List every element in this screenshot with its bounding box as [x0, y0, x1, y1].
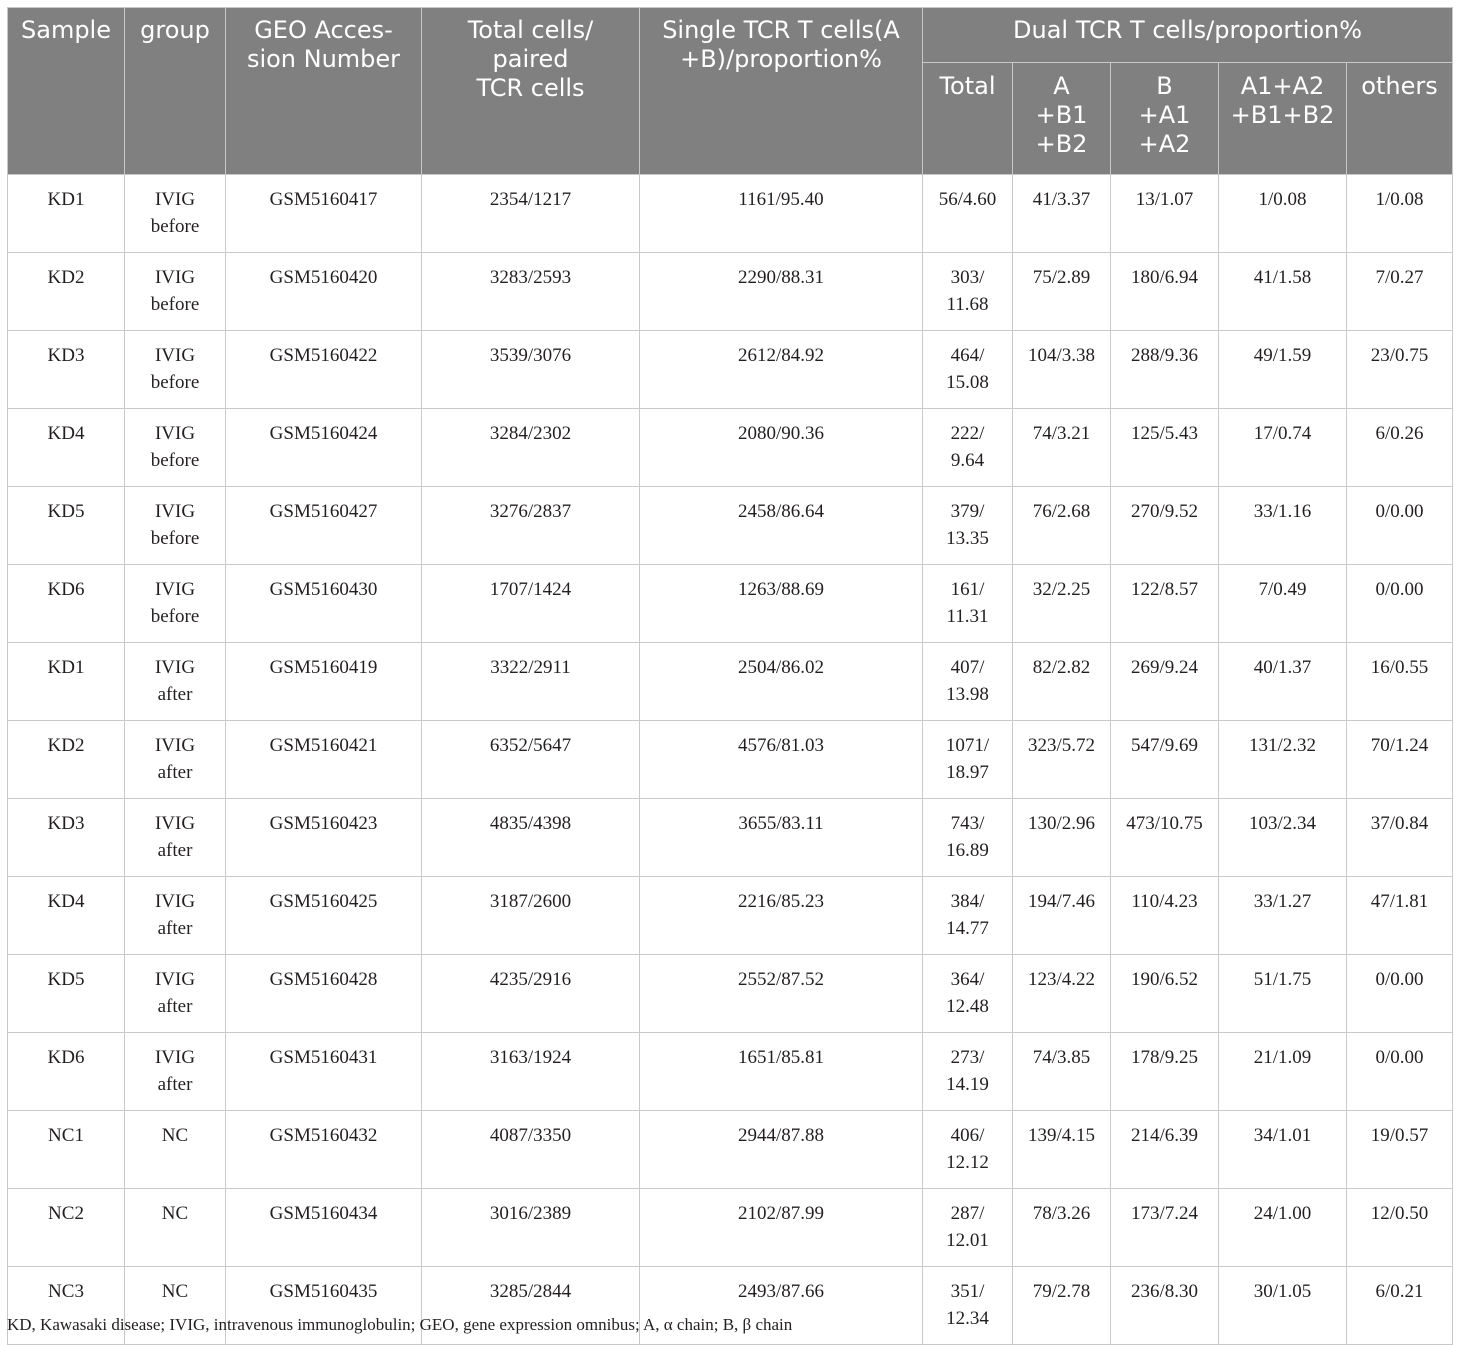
cell-total-paired: 3322/2911	[422, 643, 640, 721]
cell-dual-others: 70/1.24	[1347, 721, 1453, 799]
cell-total-paired: 1707/1424	[422, 565, 640, 643]
cell-dual-ab: 131/2.32	[1219, 721, 1347, 799]
cell-geo-accession: GSM5160423	[226, 799, 422, 877]
cell-dual-total: 407/ 13.98	[923, 643, 1013, 721]
cell-sample: NC2	[8, 1189, 125, 1267]
cell-dual-a: 323/5.72	[1013, 721, 1111, 799]
cell-geo-accession: GSM5160420	[226, 253, 422, 331]
col-header-single-tcr: Single TCR T cells(A +B)/proportion%	[640, 8, 923, 175]
cell-dual-b: 473/10.75	[1111, 799, 1219, 877]
cell-dual-others: 47/1.81	[1347, 877, 1453, 955]
cell-sample: KD4	[8, 409, 125, 487]
cell-dual-total: 351/ 12.34	[923, 1267, 1013, 1345]
cell-dual-total: 406/ 12.12	[923, 1111, 1013, 1189]
cell-single-tcr: 2216/85.23	[640, 877, 923, 955]
cell-dual-total: 1071/ 18.97	[923, 721, 1013, 799]
cell-dual-ab: 24/1.00	[1219, 1189, 1347, 1267]
table-row	[8, 331, 1453, 409]
cell-sample: KD2	[8, 721, 125, 799]
cell-dual-b: 110/4.23	[1111, 877, 1219, 955]
cell-total-paired: 3187/2600	[422, 877, 640, 955]
cell-geo-accession: GSM5160427	[226, 487, 422, 565]
cell-group: IVIG before	[125, 565, 226, 643]
cell-dual-others: 7/0.27	[1347, 253, 1453, 331]
table-row	[8, 1033, 1453, 1111]
cell-geo-accession: GSM5160431	[226, 1033, 422, 1111]
cell-dual-a: 82/2.82	[1013, 643, 1111, 721]
cell-sample: KD3	[8, 331, 125, 409]
cell-dual-ab: 51/1.75	[1219, 955, 1347, 1033]
col-header-dual-total: Total	[923, 63, 1013, 175]
cell-dual-others: 0/0.00	[1347, 487, 1453, 565]
cell-dual-others: 6/0.26	[1347, 409, 1453, 487]
cell-dual-a: 41/3.37	[1013, 175, 1111, 253]
cell-dual-others: 19/0.57	[1347, 1111, 1453, 1189]
cell-dual-total: 56/4.60	[923, 175, 1013, 253]
cell-total-paired: 4235/2916	[422, 955, 640, 1033]
table-row	[8, 253, 1453, 331]
cell-dual-ab: 49/1.59	[1219, 331, 1347, 409]
table-row	[8, 1111, 1453, 1189]
cell-single-tcr: 2612/84.92	[640, 331, 923, 409]
cell-total-paired: 2354/1217	[422, 175, 640, 253]
cell-dual-b: 125/5.43	[1111, 409, 1219, 487]
cell-sample: KD1	[8, 175, 125, 253]
cell-total-paired: 3283/2593	[422, 253, 640, 331]
cell-dual-ab: 33/1.16	[1219, 487, 1347, 565]
cell-group: IVIG after	[125, 955, 226, 1033]
tcr-data-table	[7, 7, 1453, 1345]
cell-group: NC	[125, 1267, 226, 1345]
cell-single-tcr: 3655/83.11	[640, 799, 923, 877]
table-row	[8, 487, 1453, 565]
cell-dual-total: 303/ 11.68	[923, 253, 1013, 331]
cell-group: IVIG before	[125, 487, 226, 565]
cell-dual-b: 13/1.07	[1111, 175, 1219, 253]
col-header-sample: Sample	[8, 8, 125, 175]
cell-dual-b: 173/7.24	[1111, 1189, 1219, 1267]
cell-single-tcr: 2944/87.88	[640, 1111, 923, 1189]
cell-dual-b: 190/6.52	[1111, 955, 1219, 1033]
cell-dual-others: 23/0.75	[1347, 331, 1453, 409]
col-header-geo-accession: GEO Acces- sion Number	[226, 8, 422, 175]
cell-sample: NC1	[8, 1111, 125, 1189]
cell-dual-others: 12/0.50	[1347, 1189, 1453, 1267]
cell-sample: KD4	[8, 877, 125, 955]
cell-dual-ab: 34/1.01	[1219, 1111, 1347, 1189]
cell-geo-accession: GSM5160417	[226, 175, 422, 253]
cell-group: IVIG before	[125, 409, 226, 487]
col-header-dual-ab: A1+A2 +B1+B2	[1219, 63, 1347, 175]
cell-dual-ab: 7/0.49	[1219, 565, 1347, 643]
cell-dual-a: 104/3.38	[1013, 331, 1111, 409]
table-row	[8, 799, 1453, 877]
col-header-total-cells: Total cells/ paired TCR cells	[422, 8, 640, 175]
cell-dual-others: 37/0.84	[1347, 799, 1453, 877]
cell-dual-a: 75/2.89	[1013, 253, 1111, 331]
cell-dual-total: 161/ 11.31	[923, 565, 1013, 643]
cell-dual-a: 32/2.25	[1013, 565, 1111, 643]
cell-single-tcr: 2504/86.02	[640, 643, 923, 721]
cell-dual-total: 364/ 12.48	[923, 955, 1013, 1033]
col-header-dual-others: others	[1347, 63, 1453, 175]
cell-total-paired: 3016/2389	[422, 1189, 640, 1267]
col-header-group: group	[125, 8, 226, 175]
cell-single-tcr: 1161/95.40	[640, 175, 923, 253]
table-body	[8, 175, 1453, 1345]
header-row-top	[8, 8, 1453, 63]
cell-geo-accession: GSM5160430	[226, 565, 422, 643]
cell-dual-total: 379/ 13.35	[923, 487, 1013, 565]
cell-dual-ab: 21/1.09	[1219, 1033, 1347, 1111]
cell-group: IVIG before	[125, 253, 226, 331]
cell-single-tcr: 2080/90.36	[640, 409, 923, 487]
cell-group: IVIG after	[125, 1033, 226, 1111]
cell-single-tcr: 4576/81.03	[640, 721, 923, 799]
cell-sample: NC3	[8, 1267, 125, 1345]
table-row	[8, 643, 1453, 721]
cell-total-paired: 3539/3076	[422, 331, 640, 409]
table-row	[8, 955, 1453, 1033]
table-row	[8, 1189, 1453, 1267]
col-header-dual-tcr: Dual TCR T cells/proportion%	[923, 8, 1453, 63]
cell-group: IVIG after	[125, 799, 226, 877]
cell-sample: KD3	[8, 799, 125, 877]
cell-dual-a: 74/3.21	[1013, 409, 1111, 487]
cell-dual-others: 0/0.00	[1347, 955, 1453, 1033]
cell-dual-total: 222/ 9.64	[923, 409, 1013, 487]
cell-total-paired: 3284/2302	[422, 409, 640, 487]
cell-dual-others: 0/0.00	[1347, 1033, 1453, 1111]
cell-dual-a: 130/2.96	[1013, 799, 1111, 877]
cell-total-paired: 4087/3350	[422, 1111, 640, 1189]
table-footnote: KD, Kawasaki disease; IVIG, intravenous immunoglobulin; GEO, gene expression omnibus; A, α chain; B, β chain	[7, 1315, 793, 1334]
cell-single-tcr: 1651/85.81	[640, 1033, 923, 1111]
cell-geo-accession: GSM5160424	[226, 409, 422, 487]
cell-dual-total: 384/ 14.77	[923, 877, 1013, 955]
cell-dual-b: 178/9.25	[1111, 1033, 1219, 1111]
cell-total-paired: 3163/1924	[422, 1033, 640, 1111]
cell-group: IVIG before	[125, 175, 226, 253]
cell-geo-accession: GSM5160419	[226, 643, 422, 721]
table-row	[8, 175, 1453, 253]
cell-dual-ab: 103/2.34	[1219, 799, 1347, 877]
cell-total-paired: 3285/2844	[422, 1267, 640, 1345]
cell-dual-b: 288/9.36	[1111, 331, 1219, 409]
cell-dual-b: 180/6.94	[1111, 253, 1219, 331]
cell-sample: KD1	[8, 643, 125, 721]
cell-dual-total: 743/ 16.89	[923, 799, 1013, 877]
cell-dual-a: 194/7.46	[1013, 877, 1111, 955]
table-row	[8, 565, 1453, 643]
cell-dual-ab: 40/1.37	[1219, 643, 1347, 721]
cell-sample: KD6	[8, 565, 125, 643]
cell-geo-accession: GSM5160425	[226, 877, 422, 955]
cell-group: IVIG after	[125, 643, 226, 721]
cell-dual-ab: 17/0.74	[1219, 409, 1347, 487]
cell-dual-a: 139/4.15	[1013, 1111, 1111, 1189]
cell-total-paired: 6352/5647	[422, 721, 640, 799]
cell-dual-ab: 33/1.27	[1219, 877, 1347, 955]
cell-dual-a: 74/3.85	[1013, 1033, 1111, 1111]
cell-dual-others: 16/0.55	[1347, 643, 1453, 721]
cell-group: IVIG after	[125, 721, 226, 799]
cell-dual-a: 79/2.78	[1013, 1267, 1111, 1345]
cell-single-tcr: 2458/86.64	[640, 487, 923, 565]
cell-geo-accession: GSM5160421	[226, 721, 422, 799]
cell-dual-b: 270/9.52	[1111, 487, 1219, 565]
table-row	[8, 409, 1453, 487]
cell-geo-accession: GSM5160435	[226, 1267, 422, 1345]
cell-sample: KD6	[8, 1033, 125, 1111]
cell-dual-b: 214/6.39	[1111, 1111, 1219, 1189]
cell-sample: KD5	[8, 487, 125, 565]
cell-geo-accession: GSM5160428	[226, 955, 422, 1033]
cell-dual-ab: 1/0.08	[1219, 175, 1347, 253]
cell-dual-ab: 30/1.05	[1219, 1267, 1347, 1345]
cell-geo-accession: GSM5160434	[226, 1189, 422, 1267]
cell-single-tcr: 2102/87.99	[640, 1189, 923, 1267]
cell-dual-b: 236/8.30	[1111, 1267, 1219, 1345]
cell-single-tcr: 2290/88.31	[640, 253, 923, 331]
cell-dual-others: 1/0.08	[1347, 175, 1453, 253]
cell-dual-a: 78/3.26	[1013, 1189, 1111, 1267]
cell-sample: KD5	[8, 955, 125, 1033]
cell-single-tcr: 1263/88.69	[640, 565, 923, 643]
cell-single-tcr: 2493/87.66	[640, 1267, 923, 1345]
col-header-dual-b: B +A1 +A2	[1111, 63, 1219, 175]
cell-dual-others: 0/0.00	[1347, 565, 1453, 643]
cell-dual-b: 269/9.24	[1111, 643, 1219, 721]
cell-dual-b: 547/9.69	[1111, 721, 1219, 799]
cell-group: IVIG after	[125, 877, 226, 955]
cell-dual-a: 123/4.22	[1013, 955, 1111, 1033]
table-row	[8, 877, 1453, 955]
cell-single-tcr: 2552/87.52	[640, 955, 923, 1033]
cell-sample: KD2	[8, 253, 125, 331]
cell-geo-accession: GSM5160432	[226, 1111, 422, 1189]
cell-dual-others: 6/0.21	[1347, 1267, 1453, 1345]
cell-group: NC	[125, 1111, 226, 1189]
col-header-dual-a: A +B1 +B2	[1013, 63, 1111, 175]
cell-group: IVIG before	[125, 331, 226, 409]
cell-dual-total: 273/ 14.19	[923, 1033, 1013, 1111]
cell-total-paired: 3276/2837	[422, 487, 640, 565]
cell-total-paired: 4835/4398	[422, 799, 640, 877]
table-row	[8, 721, 1453, 799]
cell-group: NC	[125, 1189, 226, 1267]
cell-dual-b: 122/8.57	[1111, 565, 1219, 643]
cell-dual-a: 76/2.68	[1013, 487, 1111, 565]
cell-dual-ab: 41/1.58	[1219, 253, 1347, 331]
cell-dual-total: 287/ 12.01	[923, 1189, 1013, 1267]
cell-dual-total: 464/ 15.08	[923, 331, 1013, 409]
cell-geo-accession: GSM5160422	[226, 331, 422, 409]
